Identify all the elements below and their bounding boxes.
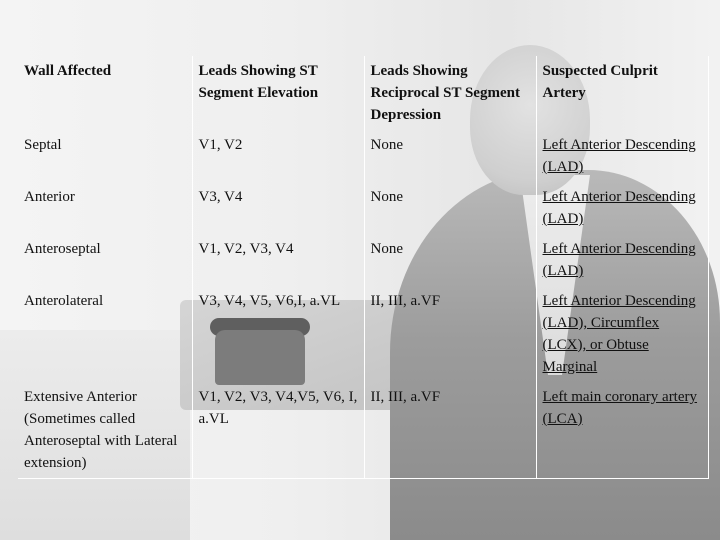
cell-artery: Left Anterior Descending (LAD), Circumflex (LCX), or Obtuse Marginal — [536, 286, 708, 382]
cell-artery: Left Anterior Descending (LAD) — [536, 130, 708, 182]
table-row — [18, 382, 708, 479]
cell-artery: Left main coronary artery (LCA) — [536, 382, 708, 479]
cell-depression: None — [364, 234, 536, 286]
cell-wall: Septal — [24, 137, 62, 153]
cell-elevation: V3, V4, V5, V6,I, a.VL — [192, 286, 364, 382]
cell-elevation: V3, V4 — [192, 182, 364, 234]
cell-depression: II, III, a.VF — [364, 382, 536, 479]
table-row — [18, 182, 708, 234]
cell-elevation: V1, V2, V3, V4 — [192, 234, 364, 286]
table-row — [18, 130, 708, 182]
header-st-elevation-leads: Leads Showing ST Segment Elevation — [192, 56, 364, 130]
cell-artery: Left Anterior Descending (LAD) — [536, 234, 708, 286]
cell-elevation: V1, V2 — [192, 130, 364, 182]
cell-elevation: V1, V2, V3, V4,V5, V6, I, a.VL — [192, 382, 364, 479]
table-row — [18, 286, 708, 382]
cell-depression: None — [364, 182, 536, 234]
cell-wall: Anterior — [24, 189, 75, 205]
cell-wall: Anteroseptal — [24, 241, 101, 257]
header-culprit-artery: Suspected Culprit Artery — [536, 56, 708, 130]
cell-wall: Extensive Anterior (Sometimes called Anteroseptal with Lateral extension) — [18, 382, 192, 479]
cell-artery: Left Anterior Descending (LAD) — [536, 182, 708, 234]
cell-depression: II, III, a.VF — [364, 286, 536, 382]
header-reciprocal-depression-leads: Leads Showing Reciprocal ST Segment Depression — [364, 56, 536, 130]
table-header-row — [18, 56, 708, 130]
ecg-localization-table — [18, 56, 709, 479]
cell-depression: None — [364, 130, 536, 182]
header-wall-affected: Wall Affected — [24, 63, 112, 79]
cell-wall: Anterolateral — [24, 293, 104, 309]
table-row — [18, 234, 708, 286]
